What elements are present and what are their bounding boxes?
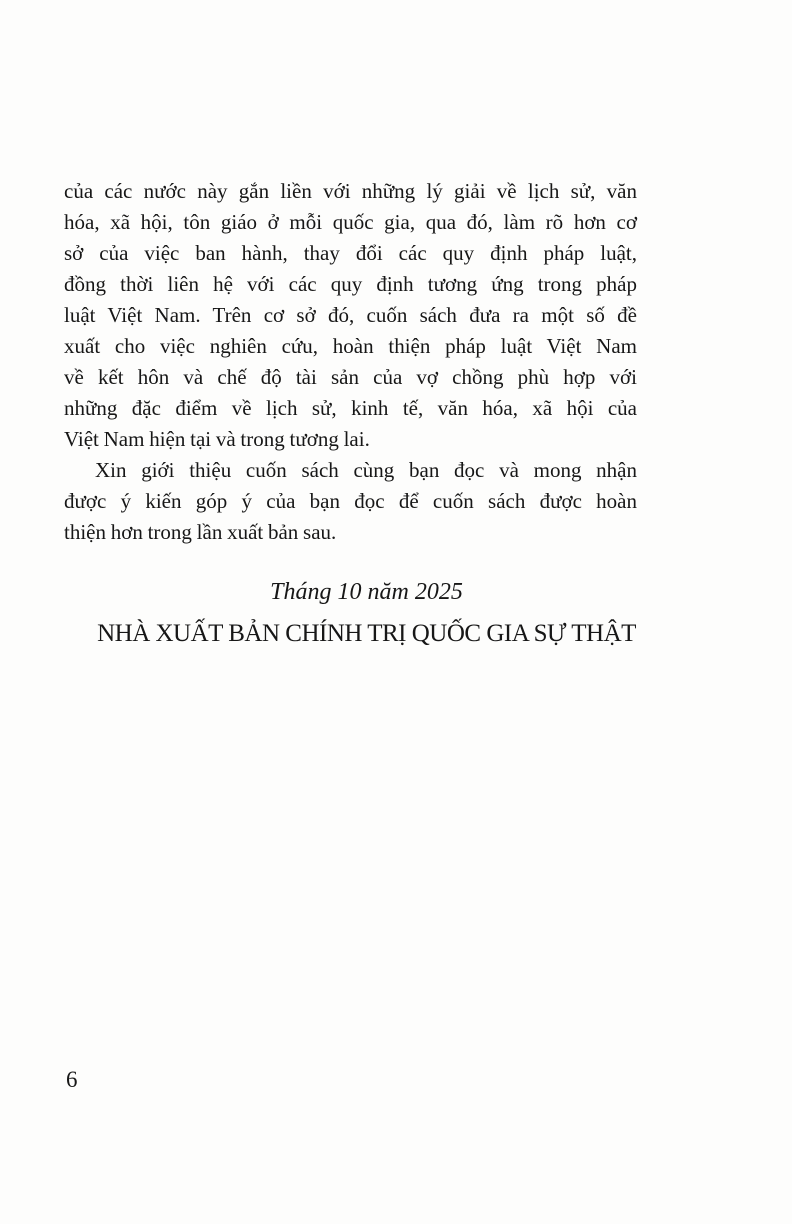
text-line: đồng thời liên hệ với các quy định tương ứng trong pháp <box>64 272 637 296</box>
publisher-name: NHÀ XUẤT BẢN CHÍNH TRỊ QUỐC GIA SỰ THẬT <box>97 620 636 647</box>
date-line: Tháng 10 năm 2025 <box>270 579 463 605</box>
text-line: Việt Nam hiện tại và trong tương lai. <box>64 427 370 451</box>
paragraph <box>64 455 637 548</box>
body-text-block <box>64 176 637 548</box>
text-line: thiện hơn trong lần xuất bản sau. <box>64 520 337 544</box>
text-line: hóa, xã hội, tôn giáo ở mỗi quốc gia, qua đó, làm rõ hơn cơ <box>64 210 637 234</box>
text-line: về kết hôn và chế độ tài sản của vợ chồng phù hợp với <box>64 365 637 389</box>
text-line: những đặc điểm về lịch sử, kinh tế, văn hóa, xã hội của <box>64 396 637 420</box>
text-line: luật Việt Nam. Trên cơ sở đó, cuốn sách đưa ra một số đề <box>64 303 637 327</box>
text-line: xuất cho việc nghiên cứu, hoàn thiện pháp luật Việt Nam <box>64 334 637 358</box>
text-line: được ý kiến góp ý của bạn đọc để cuốn sách được hoàn <box>64 489 637 513</box>
text-line: sở của việc ban hành, thay đổi các quy định pháp luật, <box>64 241 637 265</box>
text-line: của các nước này gắn liền với những lý giải về lịch sử, văn <box>64 179 637 203</box>
paragraph <box>64 176 637 455</box>
text-line: Xin giới thiệu cuốn sách cùng bạn đọc và mong nhận <box>95 458 637 482</box>
page-number: 6 <box>66 1067 78 1092</box>
